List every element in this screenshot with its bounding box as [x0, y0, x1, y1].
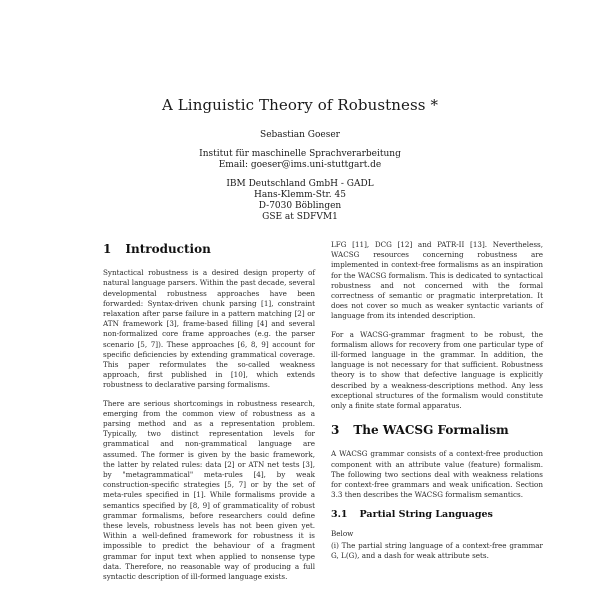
affiliation-2-line-2: Hans-Klemm-Str. 45: [254, 190, 346, 200]
section-title: The WACSG Formalism: [353, 423, 509, 438]
affiliation-2-line-1: IBM Deutschland GmbH - GADL: [226, 179, 374, 189]
partial-string-paragraph-1: Below: [331, 528, 354, 538]
right-paragraph-1: LFG [11], DCG [12] and PATR-II [13]. Nevertheless, WACSG resources concerning robustness are implemented in context-free formalisms as an inspiration for the WACSG formalism. This is dedicated to syntactical robustness and not concerned with the formal correctness of semantic or pragmatic interpretation. It does not cover so much as weaker syntactic variants of language from its intended description.: [331, 240, 543, 321]
section-heading-wacsg: [331, 423, 543, 438]
section-title: Introduction: [125, 242, 211, 256]
subsection-heading-partial-string: [331, 510, 543, 520]
section-number: 1: [103, 242, 112, 256]
author-block: [0, 130, 600, 223]
intro-paragraph-2: There are serious shortcomings in robustness research, emerging from the common view of robustness as a parsing method and as a representation problem. Typically, two distinct representation levels for grammatical and non-grammatical language are assumed. The former is given by the basic framework, the latter by related rules: data [2] or ATN net tests [3], by "metagrammatical" meta-rules [4], by weak construction-specific strategies [5, 7] or by the set of meta-rules specified in [1]. While formalisms provide a semantics specified by [8, 9] of grammaticality of robust grammar formalisms, before researchers could define these levels, robustness levels has not been given yet. Within a well-defined framework for robustness it is impossible to predict the behaviour of a fragment grammar for input text when applied to nonsense type data. Therefore, no reasonable way of producing a full syntactic description of ill-formed language exists.: [103, 398, 315, 582]
affiliation-1-line-1: Institut für maschinelle Sprachverarbeitung: [199, 149, 401, 159]
paper-title: A Linguistic Theory of Robustness *: [161, 96, 439, 114]
author-name: Sebastian Goeser: [260, 130, 340, 140]
spacer: [0, 171, 600, 179]
affiliation-1-line-2: Email: goeser@ims.uni-stuttgart.de: [218, 160, 382, 170]
affiliation-2-line-4: GSE at SDFVM1: [262, 212, 338, 222]
wacsg-paragraph-1: A WACSG grammar consists of a context-free production component with an attribute value (feature) formalism. The following two sections deal with weakness relations for context-free grammars and weak unification. Section 3.3 then describes the WACSG formalism semantics.: [331, 449, 543, 500]
section-heading-introduction: [103, 244, 315, 254]
subsection-title: Partial String Languages: [359, 509, 493, 521]
affiliation-2-line-3: D-7030 Böblingen: [258, 201, 342, 211]
spacer: [0, 141, 600, 149]
intro-paragraph-1: Syntactical robustness is a desired design property of natural language parsers. Within the past decade, several developmental robustness approaches have been forwarded: Syntax-driven chunk parsing [1], constraint relaxation after parse failure in a pattern matching [2] or ATN framework [3], frame-based filling [4] and several non-formalized core frame approaches (e.g. the parser scenario [5, 7]). These approaches [6, 8, 9] account for specific deficiencies by extending grammatical coverage. This paper reformulates the so-called weakness approach, first published in [10], which extends robustness to declarative parsing formalisms.: [103, 268, 315, 390]
partial-string-paragraph-2: (i) The partial string language of a context-free grammar G, L(G), and a dash for weak attribute sets.: [331, 540, 543, 561]
section-number: 3: [331, 423, 340, 438]
right-column: [331, 240, 543, 569]
right-paragraph-2: For a WACSG-grammar fragment to be robust, the formalism allows for recovery from one particular type of ill-formed language in the grammar. In addition, the language is not necessary for that sufficient. Robustness theory is to show that defective language is explicitly described by a weakness-descriptions method. Any less exceptional structures of the formalism would constitute only a finite state formal apparatus.: [331, 329, 543, 411]
subsection-number: 3.1: [331, 509, 348, 521]
left-column: [103, 240, 315, 590]
